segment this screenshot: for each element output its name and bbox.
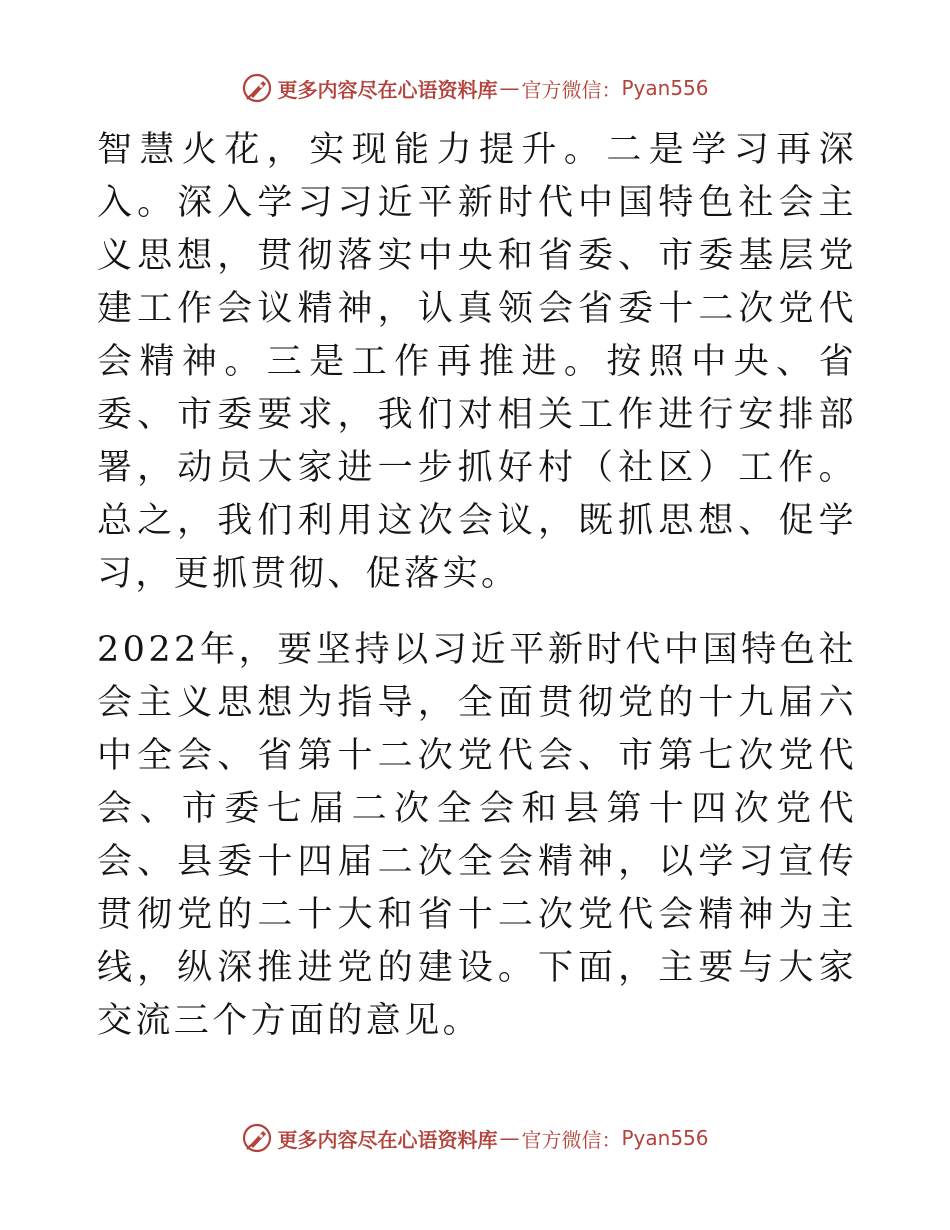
document-body: [97, 124, 857, 1048]
banner-dash: —: [499, 1126, 520, 1150]
banner-main-text: 更多内容尽在心语资料库: [277, 1127, 498, 1152]
watermark-banner-bottom: [0, 1122, 950, 1154]
banner-official-label: 官方微信：: [521, 77, 622, 102]
pen-nib-logo-icon: [241, 72, 273, 104]
banner-dash: —: [499, 76, 520, 100]
body-paragraph: 智慧火花，实现能力提升。二是学习再深入。深入学习习近平新时代中国特色社会主义思想，贯彻落实中央和省委、市委基层党建工作会议精神，认真领会省委十二次党代会精神。三是工作再推进。按照中央、省委、市委要求，我们对相关工作进行安排部署，动员大家进一步抓好村（社区）工作。总之，我们利用这次会议，既抓思想、促学习，更抓贯彻、促落实。: [97, 130, 857, 594]
watermark-banner-top: [0, 72, 950, 104]
banner-main-text: 更多内容尽在心语资料库: [277, 77, 498, 102]
banner-wechat-id: Pyan556: [621, 1126, 709, 1150]
pen-nib-logo-icon: [241, 1122, 273, 1154]
banner-official-label: 官方微信：: [521, 1127, 622, 1152]
body-paragraph: 2022年，要坚持以习近平新时代中国特色社会主义思想为指导，全面贯彻党的十九届六中全会、省第十二次党代会、市第七次党代会、市委七届二次全会和县第十四次党代会、县委十四届二次全会精神，以学习宣传贯彻党的二十大和省十二次党代会精神为主线，纵深推进党的建设。下面，主要与大家交流三个方面的意见。: [97, 630, 857, 1041]
banner-wechat-id: Pyan556: [621, 76, 709, 100]
